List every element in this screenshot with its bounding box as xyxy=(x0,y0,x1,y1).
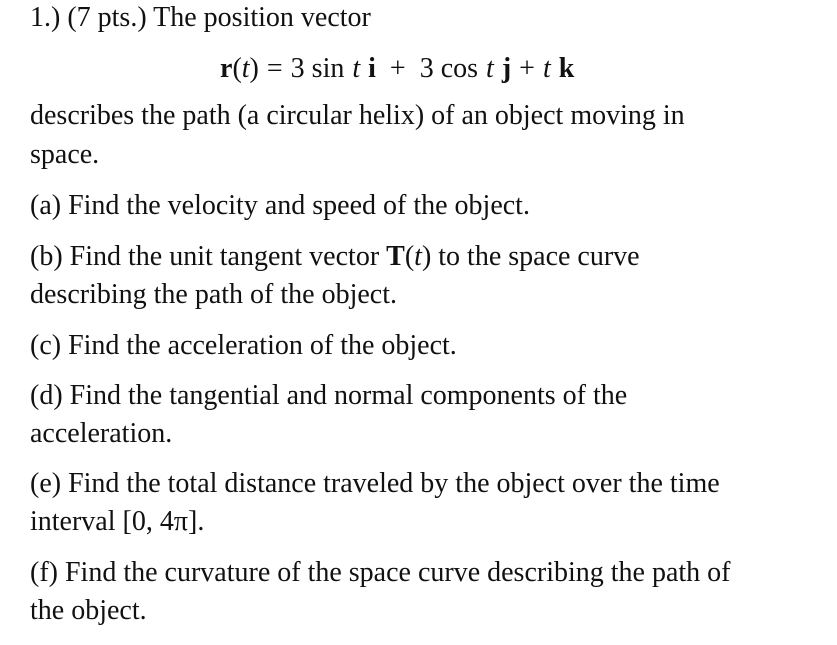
formula-plus-1: + xyxy=(389,53,406,84)
position-vector-formula xyxy=(220,52,574,86)
formula-term3-t: t xyxy=(542,53,551,84)
formula-plus-2: + xyxy=(519,53,535,84)
formula-term1-t: t xyxy=(352,53,361,84)
part-f-line-2: the object. xyxy=(30,595,147,626)
part-b-suffix: to the space curve xyxy=(431,241,640,272)
formula-equals: = xyxy=(266,53,283,84)
formula-term2-coef: 3 cos xyxy=(419,53,479,84)
part-b-t: t xyxy=(414,241,422,272)
problem-header: 1.) (7 pts.) The position vector xyxy=(30,2,371,33)
formula-t: t xyxy=(241,53,250,84)
part-d-line-1: (d) Find the tangential and normal components of the xyxy=(30,380,628,411)
formula-paren-close: ) xyxy=(249,53,259,84)
formula-paren-open: ( xyxy=(232,53,242,84)
formula-r: r xyxy=(220,53,233,84)
part-e-suffix: . xyxy=(197,506,205,537)
formula-unit-i: i xyxy=(368,53,376,84)
formula-unit-k: k xyxy=(558,53,575,84)
intro-line-1: describes the path (a circular helix) of an object moving in xyxy=(30,100,685,131)
part-e-line-1: (e) Find the total distance traveled by the object over the time xyxy=(30,468,720,499)
formula-term1-coef: 3 sin xyxy=(290,53,345,84)
part-a: (a) Find the velocity and speed of the object. xyxy=(30,190,530,221)
intro-line-2: space. xyxy=(30,139,100,170)
part-b-line-2: describing the path of the object. xyxy=(30,279,397,310)
part-b-line-1 xyxy=(30,241,640,273)
formula-unit-j: j xyxy=(501,53,512,84)
part-b-prefix: (b) Find the unit tangent vector xyxy=(30,241,387,272)
part-e-interval: [0, 4π] xyxy=(122,506,198,537)
part-f-line-1: (f) Find the curvature of the space curve describing the path of xyxy=(30,557,731,588)
formula-term2-t: t xyxy=(486,53,494,84)
part-e-prefix: interval xyxy=(30,506,123,537)
part-b-T: T xyxy=(386,241,405,272)
part-c: (c) Find the acceleration of the object. xyxy=(30,330,457,361)
part-b-paren-close: ) xyxy=(421,241,432,272)
part-e-line-2 xyxy=(30,506,204,538)
part-d-line-2: acceleration. xyxy=(30,418,173,449)
part-b-paren-open: ( xyxy=(404,241,415,272)
